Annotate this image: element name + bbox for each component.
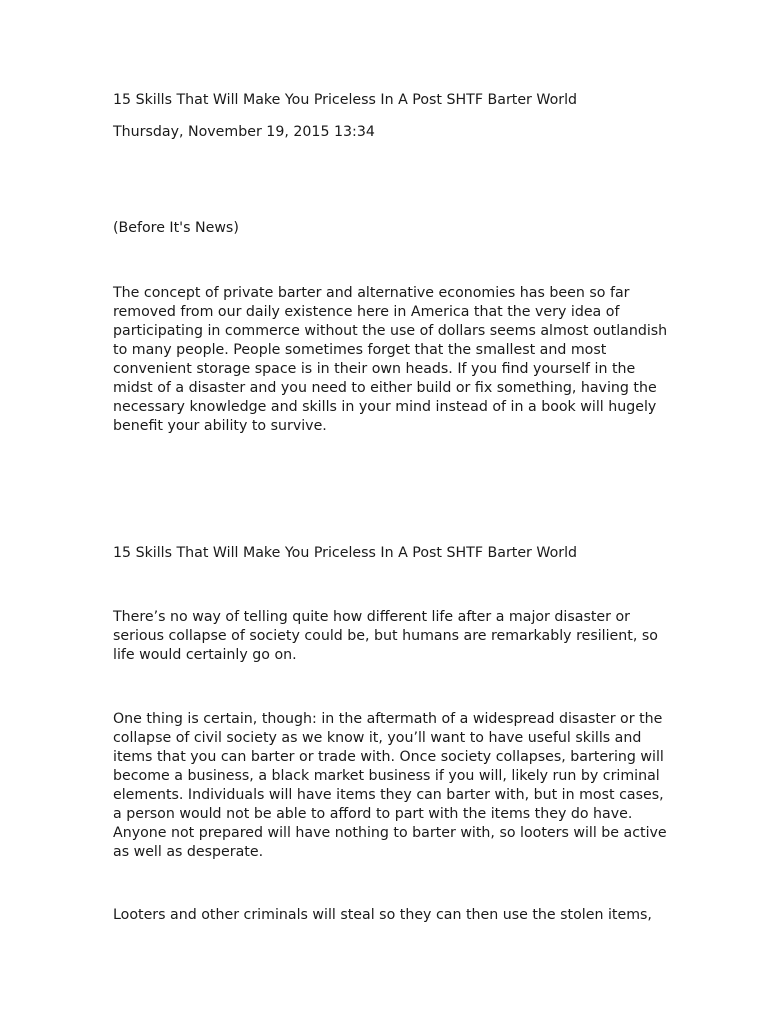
paragraph-line: necessary knowledge and skills in your mind instead of in a book will hugely [113,399,657,415]
paragraph-line: Looters and other criminals will steal so they can then use the stolen items, [113,907,652,923]
paragraph-line: life would certainly go on. [113,647,297,663]
paragraph-line: to many people. People sometimes forget that the smallest and most [113,342,607,358]
paragraph-2 [113,608,673,665]
paragraph-line: midst of a disaster and you need to either build or fix something, having the [113,380,657,396]
intro-paragraph [113,284,673,436]
article-source: (Before It's News) [113,220,239,236]
article-title: 15 Skills That Will Make You Priceless In A Post SHTF Barter World [113,92,578,108]
paragraph-line: a person would not be able to afford to part with the items they do have. [113,806,633,822]
paragraph-line: convenient storage space is in their own heads. If you find yourself in the [113,361,636,377]
paragraph-line: participating in commerce without the use of dollars seems almost outlandish [113,323,668,339]
paragraph-line: become a business, a black market business if you will, likely run by criminal [113,768,660,784]
paragraph-line: elements. Individuals will have items they can barter with, but in most cases, [113,787,664,803]
article-date: Thursday, November 19, 2015 13:34 [113,124,375,140]
paragraph-line: There’s no way of telling quite how different life after a major disaster or [113,609,630,625]
paragraph-line: as well as desperate. [113,844,264,860]
paragraph-3 [113,710,673,862]
paragraph-line: removed from our daily existence here in America that the very idea of [113,304,620,320]
paragraph-line: items that you can barter or trade with. Once society collapses, bartering will [113,749,664,765]
section-heading: 15 Skills That Will Make You Priceless In A Post SHTF Barter World [113,545,578,561]
paragraph-line: collapse of civil society as we know it, you’ll want to have useful skills and [113,730,642,746]
paragraph-line: benefit your ability to survive. [113,418,327,434]
paragraph-line: serious collapse of society could be, but humans are remarkably resilient, so [113,628,658,644]
paragraph-4 [113,906,673,925]
paragraph-line: One thing is certain, though: in the aftermath of a widespread disaster or the [113,711,663,727]
paragraph-line: The concept of private barter and alternative economies has been so far [113,285,630,301]
paragraph-line: Anyone not prepared will have nothing to barter with, so looters will be active [113,825,667,841]
